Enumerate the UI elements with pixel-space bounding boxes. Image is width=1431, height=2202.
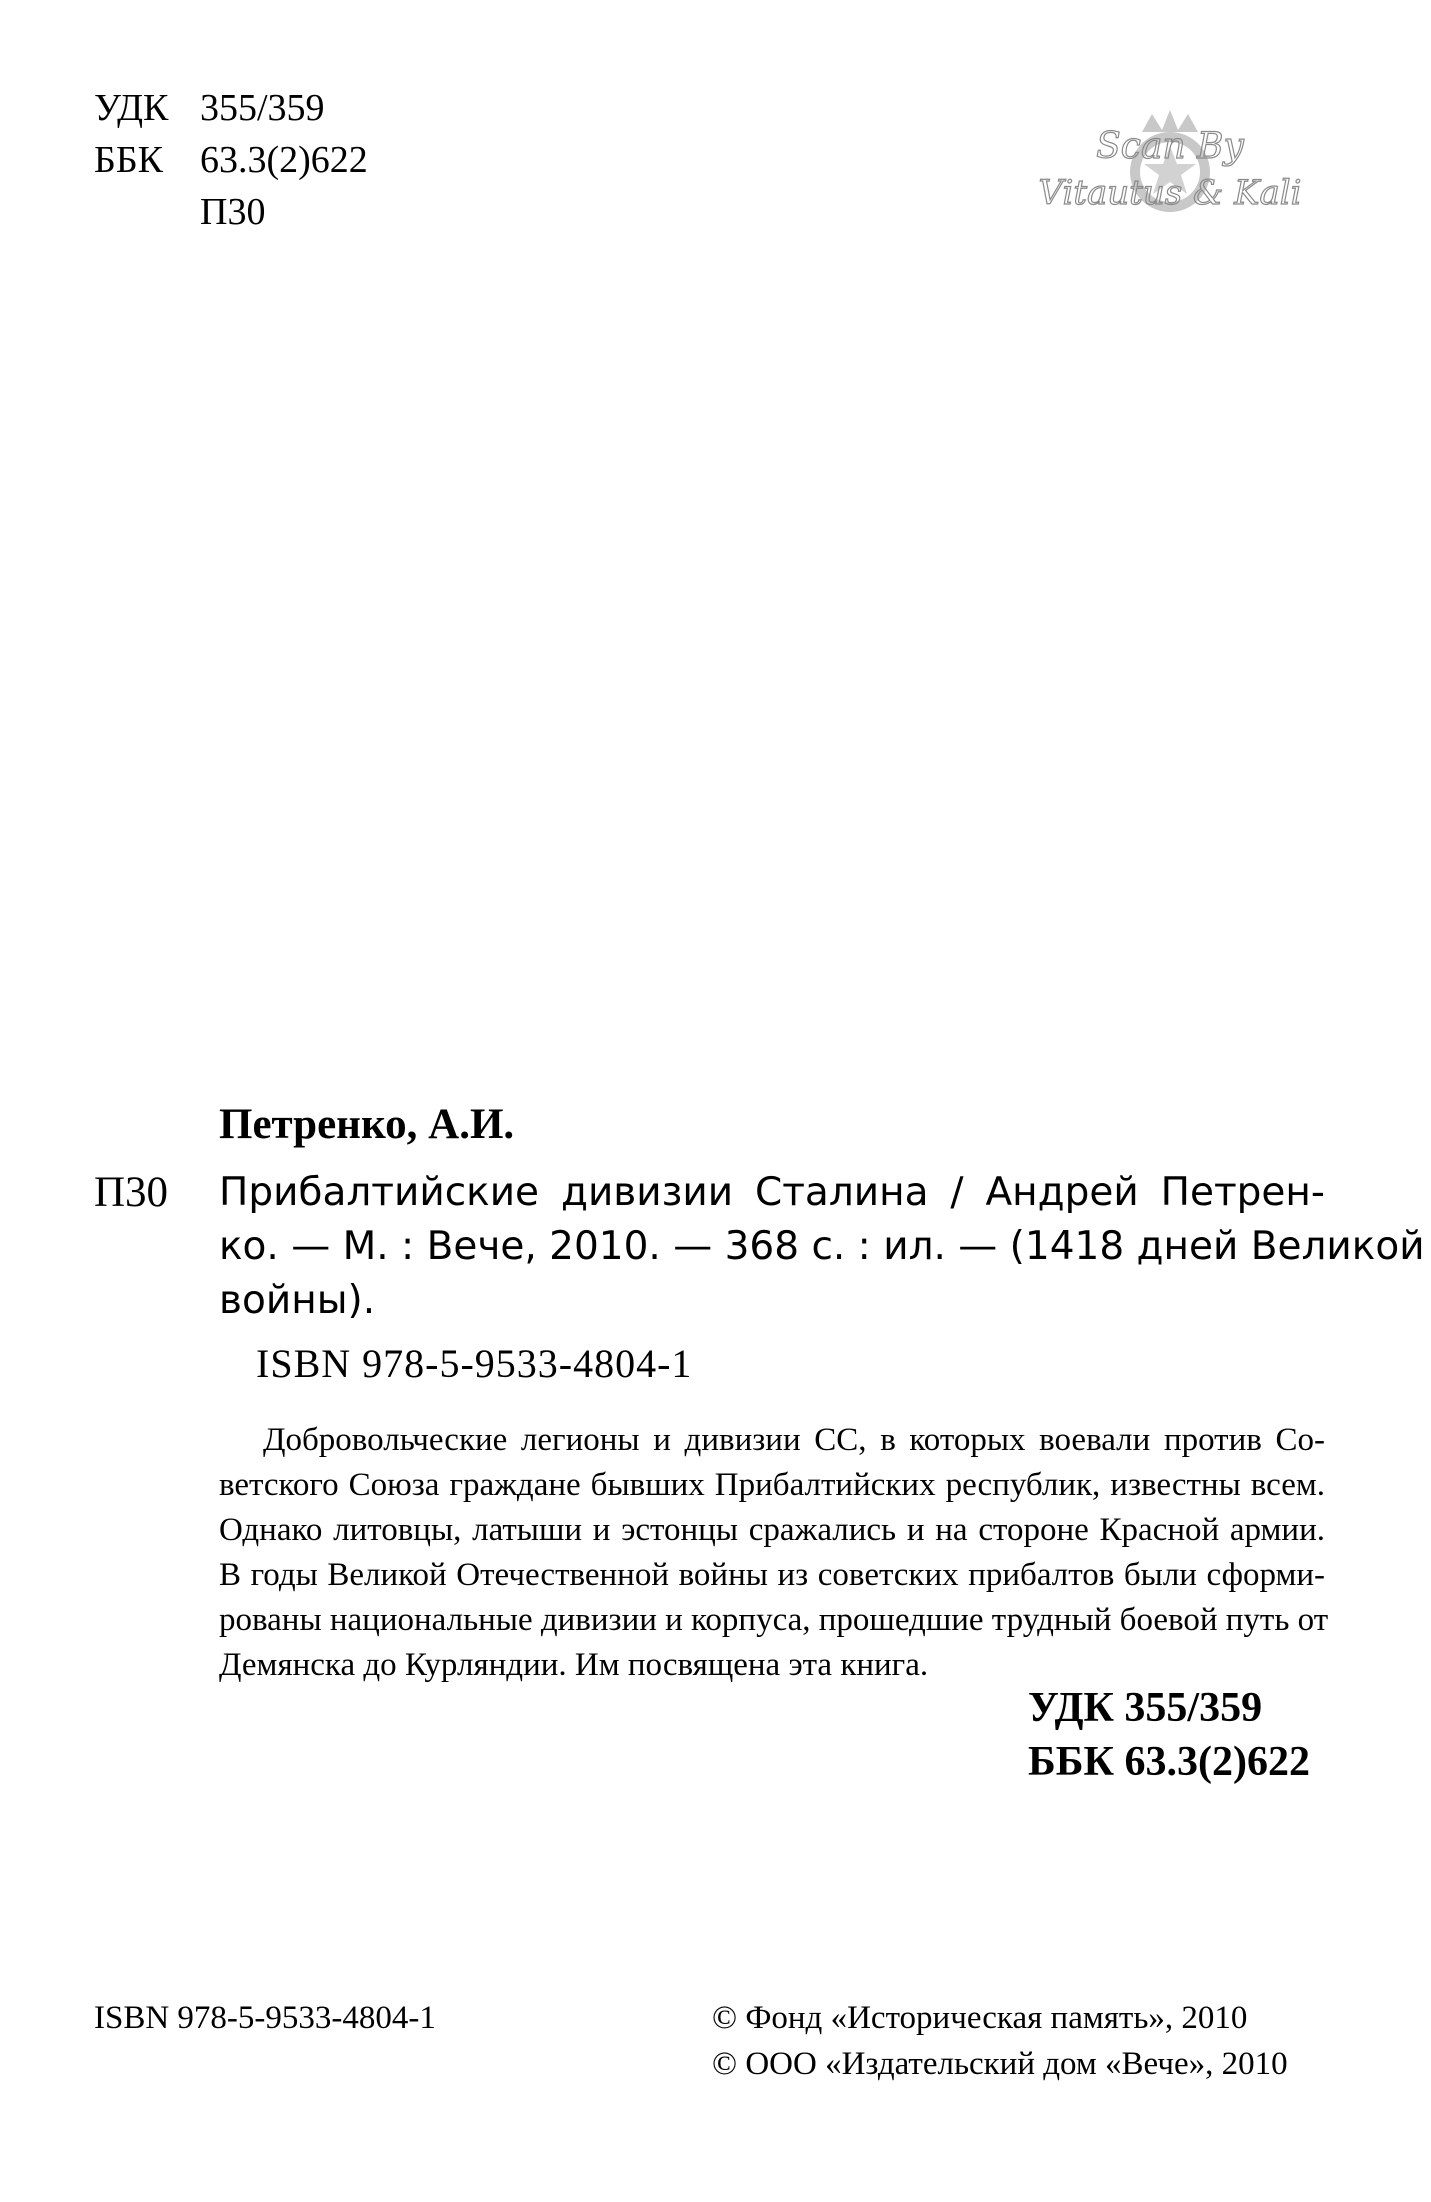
scan-watermark <box>1020 100 1320 230</box>
copyright-line-1: © Фонд «Историческая память», 2010 <box>712 2000 1248 2036</box>
annotation-line-1: Добровольческие легионы и дивизии СС, в которых воевали против Со- <box>263 1422 1325 1458</box>
udk-row <box>94 86 325 130</box>
author-name: Петренко, А.И. <box>219 1101 515 1148</box>
record-line-1: Прибалтийские дивизии Сталина / Андрей Петрен- <box>219 1170 1325 1215</box>
annotation <box>219 1418 1329 1688</box>
header-cutter: П30 <box>200 191 266 233</box>
record-line-2: ко. — М. : Вече, 2010. — 368 с. : ил. — (1418 дней Великой <box>219 1224 1425 1269</box>
record-isbn: ISBN 978-5-9533-4804-1 <box>256 1341 693 1386</box>
classification-bbk: ББК 63.3(2)622 <box>1028 1739 1310 1785</box>
classification-udk: УДК 355/359 <box>1028 1685 1263 1731</box>
annotation-line-5: рованы национальные дивизии и корпуса, прошедшие трудный боевой путь от <box>219 1602 1329 1638</box>
record-line-3: войны). <box>219 1278 376 1323</box>
udk-label: УДК <box>94 87 169 129</box>
watermark-line2: Vitautus & Kali <box>1038 173 1302 213</box>
copyright-line-2: © ООО «Издательский дом «Вече», 2010 <box>712 2046 1288 2082</box>
bbk-row <box>94 138 368 182</box>
udk-value: 355/359 <box>200 87 325 129</box>
annotation-line-6: Демянска до Курляндии. Им посвящена эта книга. <box>219 1647 929 1683</box>
annotation-line-4: В годы Великой Отечественной войны из советских прибалтов были сформи- <box>219 1557 1325 1593</box>
bbk-value: 63.3(2)622 <box>200 139 368 181</box>
annotation-line-2: ветского Союза граждане бывших Прибалтийских республик, известны всем. <box>219 1467 1325 1503</box>
record-cutter: П30 <box>94 1169 169 1216</box>
annotation-line-3: Однако литовцы, латыши и эстонцы сражались и на стороне Красной армии. <box>219 1512 1325 1548</box>
footer-isbn: ISBN 978-5-9533-4804-1 <box>94 2000 436 2036</box>
bbk-label: ББК <box>94 139 163 181</box>
watermark-line1: Scan By <box>1096 126 1244 167</box>
